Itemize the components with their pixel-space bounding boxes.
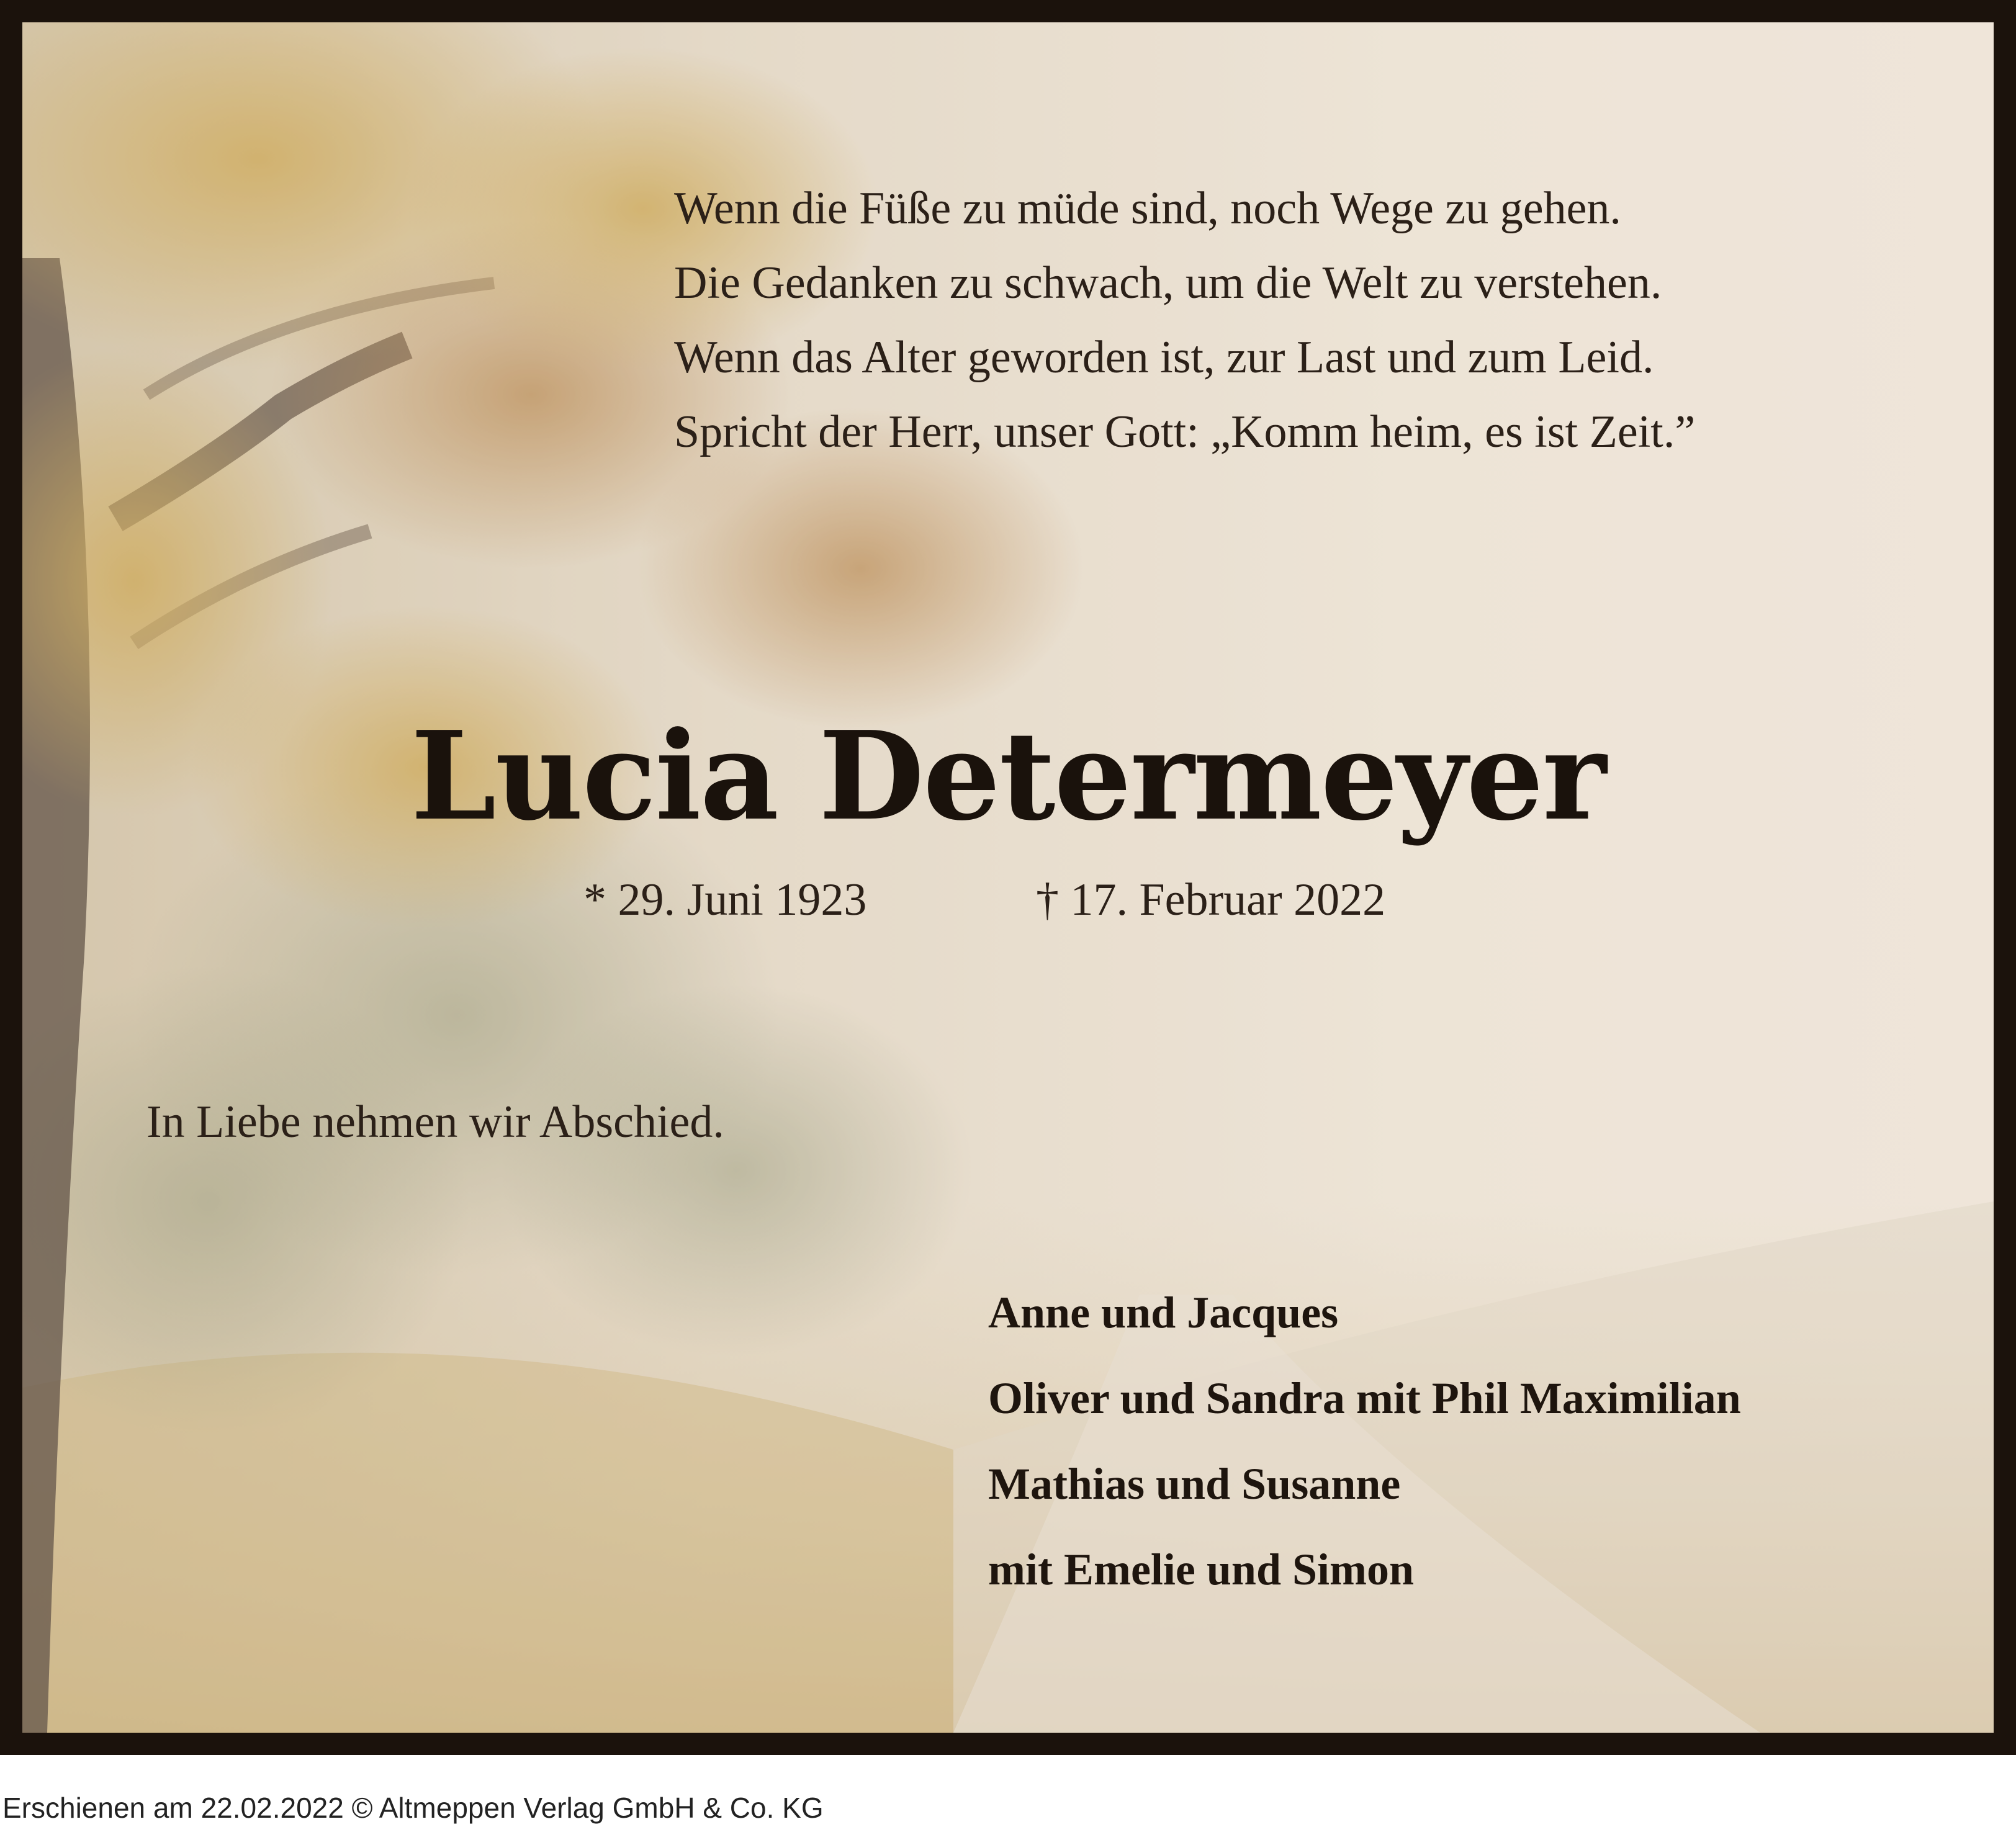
obituary-card — [22, 22, 1994, 1733]
poem-line: Die Gedanken zu schwach, um die Welt zu verstehen. — [674, 258, 1662, 308]
birth-date: * 29. Juni 1923 — [583, 874, 867, 925]
mourner-line: Anne und Jacques — [988, 1288, 1339, 1337]
life-dates — [22, 874, 1994, 936]
mourner-line: mit Emelie und Simon — [988, 1545, 1415, 1594]
mourner-line: Mathias und Susanne — [988, 1459, 1401, 1509]
publication-footer: Erschienen am 22.02.2022 © Altmeppen Verlag GmbH & Co. KG — [2, 1792, 824, 1824]
poem-line: Wenn die Füße zu müde sind, noch Wege zu gehen. — [674, 183, 1621, 234]
farewell-text: In Liebe nehmen wir Abschied. — [146, 1097, 724, 1147]
poem-line: Wenn das Alter geworden ist, zur Last und zum Leid. — [674, 332, 1654, 383]
deceased-name: Lucia Determeyer — [410, 705, 1606, 848]
poem-verse — [674, 171, 1946, 469]
mourners-list — [988, 1270, 1741, 1612]
poem-line: Spricht der Herr, unser Gott: „Komm heim, es ist Zeit.” — [674, 406, 1696, 457]
death-date: † 17. Februar 2022 — [1036, 874, 1386, 925]
mourner-line: Oliver und Sandra mit Phil Maximilian — [988, 1373, 1741, 1423]
